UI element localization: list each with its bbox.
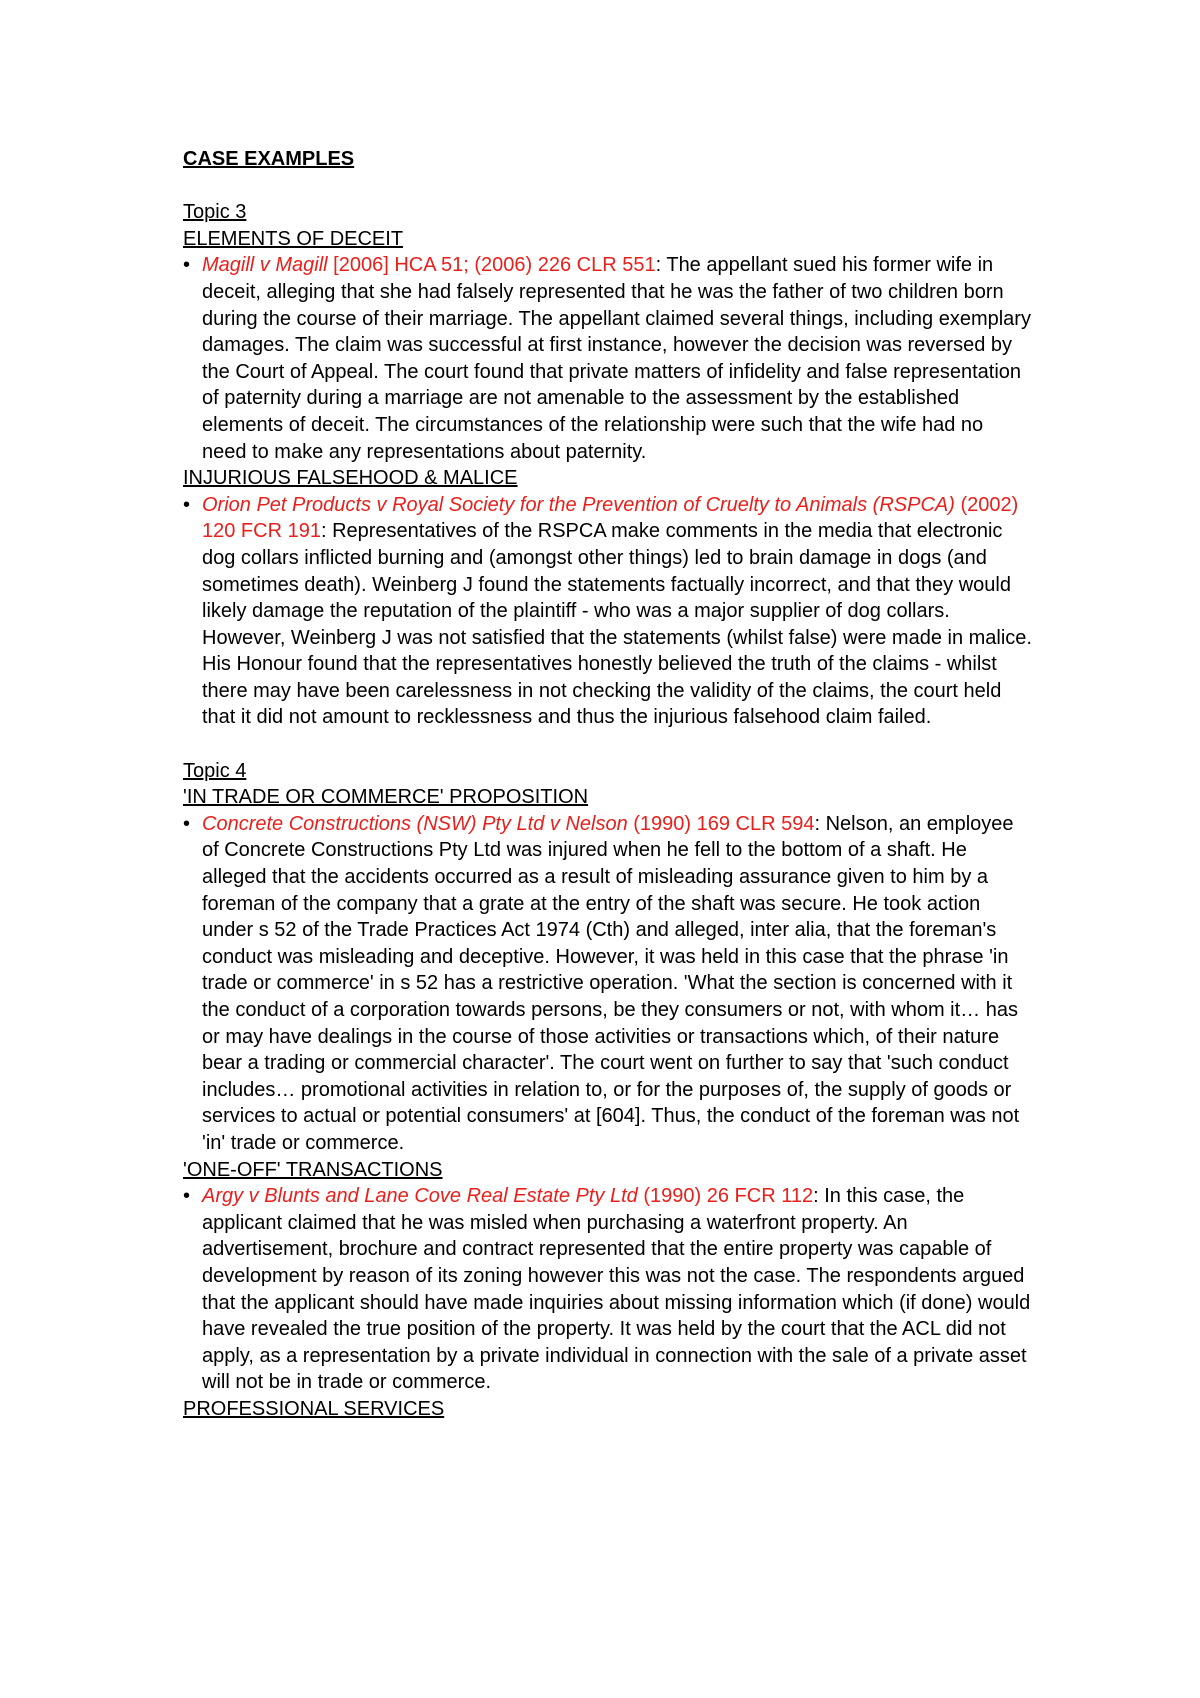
case-citation: (2002) 120 FCR 191 [202, 493, 1019, 543]
case-item-orion [183, 492, 1033, 731]
section-heading-one-off-transactions: 'ONE-OFF' TRANSACTIONS [183, 1158, 443, 1181]
case-citation: (1990) 169 CLR 594 [627, 812, 815, 835]
case-item-magill [183, 252, 1033, 465]
case-summary: : In this case, the applicant claimed that he was misled when purchasing a waterfront property. An advertisement, brochure and contract represented that the entire property was capable of development by reason of its zoning however this was not the case. The respondents argued that the applicant should have made inquiries about missing information which (if done) would have revealed the true position of the property. It was held by the court that the ACL did not apply, as a representation by a private individual in connection with the sale of a private asset will not be in trade or commerce. [202, 1185, 1031, 1394]
section-heading-injurious-falsehood: INJURIOUS FALSEHOOD & MALICE [183, 467, 518, 490]
topic-4-label: Topic 4 [183, 759, 247, 782]
case-citation: [2006] HCA 51; (2006) 226 CLR 551 [327, 254, 656, 277]
section-spacer [183, 731, 1033, 758]
case-item-concrete-constructions [183, 811, 1033, 1157]
bullet-icon: • [183, 493, 191, 516]
case-summary: : Nelson, an employee of Concrete Constructions Pty Ltd was injured when he fell to the bottom of a shaft. He alleged that the accidents occurred as a result of misleading assurance given to him by a foreman of the company that a grate at the entry of the shaft was secure. He took action under s 52 of the Trade Practices Act 1974 (Cth) and alleged, inter alia, that the foreman's conduct was misleading and deceptive. However, it was held in this case that the phrase 'in trade or commerce' in s 52 has a restrictive operation. 'What the section is concerned with it the conduct of a corporation towards persons, be they consumers or not, with whom it… has or may have dealings in the course of those activities or transactions which, of their nature bear a trading or commercial character'. The court went on further to say that 'such conduct includes… promotional activities in relation to, or for the purposes of, the supply of goods or services to actual or potential consumers' at [604]. Thus, the conduct of the foreman was not 'in' trade or commerce. [202, 812, 1020, 1154]
document-page [183, 146, 1033, 1423]
case-summary: : The appellant sued his former wife in deceit, alleging that she had falsely represented that he was the father of two children born during the course of their marriage. The appellant claimed several things, including exemplary damages. The claim was successful at first instance, however the decision was reversed by the Court of Appeal. The court found that private matters of infidelity and false representation of paternity during a marriage are not amenable to the assessment by the established elements of deceit. The circumstances of the relationship were such that the wife had no need to make any representations about paternity. [202, 254, 1031, 463]
section-heading-elements-of-deceit: ELEMENTS OF DECEIT [183, 227, 404, 250]
bullet-icon: • [183, 812, 191, 835]
case-item-argy [183, 1183, 1033, 1396]
bullet-icon: • [183, 1185, 191, 1208]
document-title: CASE EXAMPLES [183, 148, 355, 170]
case-name: Concrete Constructions (NSW) Pty Ltd v Nelson [202, 812, 628, 835]
case-citation: (1990) 26 FCR 112 [637, 1185, 814, 1208]
bullet-icon: • [183, 254, 191, 277]
section-heading-professional-services: PROFESSIONAL SERVICES [183, 1397, 445, 1420]
case-name: Argy v Blunts and Lane Cove Real Estate Pty Ltd [202, 1185, 638, 1208]
case-name: Orion Pet Products v Royal Society for the Prevention of Cruelty to Animals (RSPCA) [202, 493, 955, 516]
case-name: Magill v Magill [202, 254, 328, 277]
section-heading-in-trade-or-commerce: 'IN TRADE OR COMMERCE' PROPOSITION [183, 786, 589, 809]
topic-3-label: Topic 3 [183, 201, 247, 224]
case-summary: : Representatives of the RSPCA make comments in the media that electronic dog collars inflicted burning and (amongst other things) led to brain damage in dogs (and sometimes death). Weinberg J found the statements factually incorrect, and that they would likely damage the reputation of the plaintiff - who was a major supplier of dog collars. However, Weinberg J was not satisfied that the statements (whilst false) were made in malice. His Honour found that the representatives honestly believed the truth of the claims - whilst there may have been carelessness in not checking the validity of the claims, the court held that it did not amount to recklessness and thus the injurious falsehood claim failed. [202, 520, 1032, 729]
